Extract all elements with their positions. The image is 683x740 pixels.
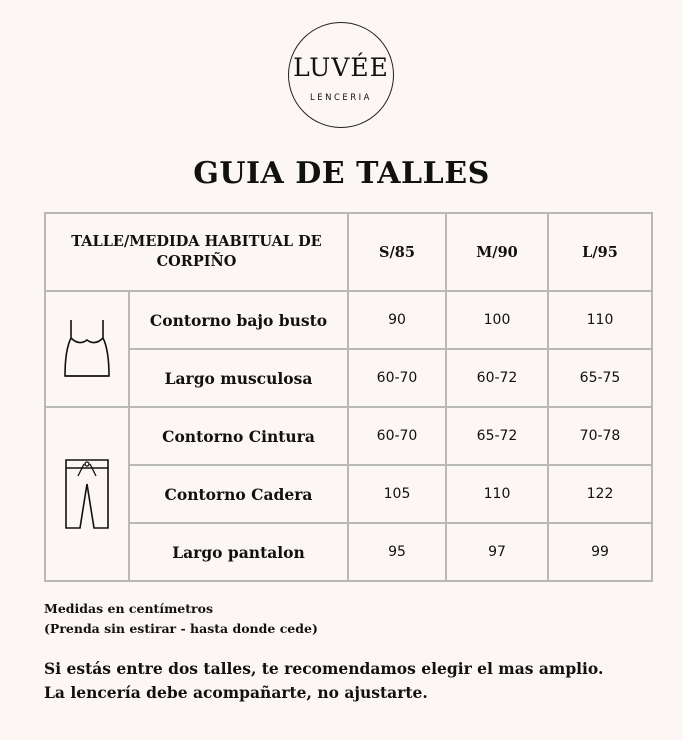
table-header-row (45, 213, 652, 291)
page-title: GUIA DE TALLES (193, 156, 490, 191)
brand-logo (288, 22, 394, 128)
table-row (45, 523, 652, 581)
cell-value: 70-78 (548, 407, 652, 465)
size-guide-table (44, 212, 653, 582)
cell-value: 95 (348, 523, 446, 581)
cell-value: 100 (446, 291, 548, 349)
cell-value: 60-72 (446, 349, 548, 407)
cell-value: 97 (446, 523, 548, 581)
header-size-m: M/90 (446, 213, 548, 291)
row-label: Largo musculosa (129, 349, 348, 407)
header-measure: TALLE/MEDIDA HABITUAL DE CORPIÑO (45, 213, 348, 291)
cell-value: 60-70 (348, 407, 446, 465)
row-label: Largo pantalon (129, 523, 348, 581)
cell-value: 65-72 (446, 407, 548, 465)
header-size-s: S/85 (348, 213, 446, 291)
header-size-l: L/95 (548, 213, 652, 291)
cell-value: 105 (348, 465, 446, 523)
note-units: Medidas en centímetros (44, 601, 213, 616)
row-label: Contorno bajo busto (129, 291, 348, 349)
cell-value: 99 (548, 523, 652, 581)
cell-value: 65-75 (548, 349, 652, 407)
camisole-icon (59, 316, 115, 382)
recommendation-line: La lencería debe acompañarte, no ajustarte. (44, 683, 428, 702)
recommendation-line: Si estás entre dos talles, te recomendamos elegir el mas amplio. (44, 659, 604, 678)
cell-value: 110 (446, 465, 548, 523)
cell-value: 122 (548, 465, 652, 523)
table-row (45, 291, 652, 349)
pants-icon-cell (45, 407, 129, 581)
cell-value: 60-70 (348, 349, 446, 407)
camisole-icon-cell (45, 291, 129, 407)
brand-subtitle: LENCERIA (310, 93, 372, 103)
table-row (45, 407, 652, 465)
table-row (45, 465, 652, 523)
cell-value: 110 (548, 291, 652, 349)
table-row (45, 349, 652, 407)
note-stretch: (Prenda sin estirar - hasta donde cede) (44, 621, 318, 636)
cell-value: 90 (348, 291, 446, 349)
row-label: Contorno Cadera (129, 465, 348, 523)
row-label: Contorno Cintura (129, 407, 348, 465)
measurement-notes (44, 599, 318, 639)
pants-icon (62, 456, 112, 532)
brand-name: LUVÉE (293, 53, 389, 82)
recommendation (44, 657, 603, 705)
